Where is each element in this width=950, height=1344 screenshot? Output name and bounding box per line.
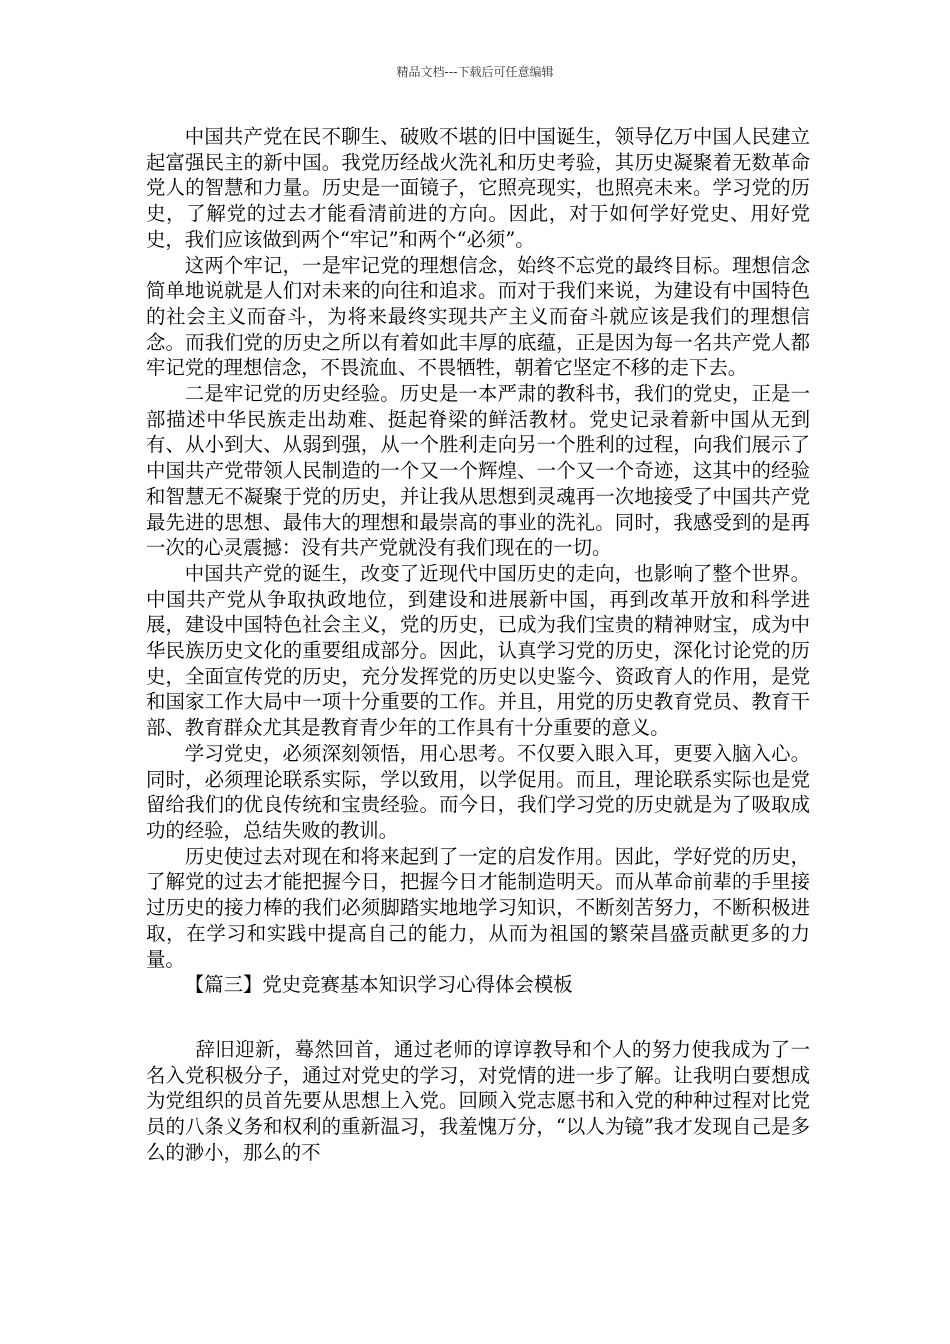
- paragraph-2: 这两个牢记，一是牢记党的理想信念，始终不忘党的最终目标。理想信念简单地说就是人们对未来的向往和追求。而对于我们来说，为建设有中国特色的社会主义而奋斗，为将来最终实现共产主义而奋斗就应该是我们的理想信念。而我们党的历史之所以有着如此丰厚的底蕴，正是因为每一名共产党人都牢记党的理想信念，不畏流血、不畏牺牲，朝着它坚定不移的走下去。: [146, 253, 810, 380]
- section-heading: 【篇三】党史竞赛基本知识学习心得体会模板: [184, 973, 573, 997]
- page-header: 精品文档---下载后可任意编辑: [396, 65, 554, 79]
- paragraph-4: 中国共产党的诞生，改变了近现代中国历史的走向，也影响了整个世界。中国共产党从争取执政地位，到建设和进展新中国，再到改革开放和科学进展，建设中国特色社会主义，党的历史，已成为我们宝贵的精神财宝，成为中华民族历史文化的重要组成部分。因此，认真学习党的历史，深化讨论党的历史，全面宣传党的历史，充分发挥党的历史以史鉴今、资政育人的作用，是党和国家工作大局中一项十分重要的工作。并且，用党的历史教育党员、教育干部、教育群众尤其是教育青少年的工作具有十分重要的意义。: [146, 561, 810, 740]
- paragraph-1: 中国共产党在民不聊生、破败不堪的旧中国诞生，领导亿万中国人民建立起富强民主的新中国。我党历经战火洗礼和历史考验，其历史凝聚着无数革命党人的智慧和力量。历史是一面镜子，它照亮现实，也照亮未来。学习党的历史，了解党的过去才能看清前进的方向。因此，对于如何学好党史、用好党史，我们应该做到两个“牢记”和两个“必须”。: [146, 125, 810, 251]
- section-gap: [146, 998, 810, 1037]
- section-paragraph-1: 辞旧迎新，蓦然回首，通过老师的谆谆教导和个人的努力使我成为了一名入党积极分子，通过对党史的学习，对党情的进一步了解。让我明白要想成为党组织的员首先要从思想上入党。回顾入党志愿书和入党的种种过程对比党员的八条义务和权利的重新温习，我羞愧万分，“以人为镜”我才发现自己是多么的渺小，那么的不: [146, 1037, 810, 1164]
- paragraph-3: 二是牢记党的历史经验。历史是一本严肃的教科书，我们的党史，正是一部描述中华民族走出劫难、挺起脊梁的鲜活教材。党史记录着新中国从无到有、从小到大、从弱到强，从一个胜利走向另一个胜利的过程，向我们展示了中国共产党带领人民制造的一个又一个辉煌、一个又一个奇迹，这其中的经验和智慧无不凝聚于党的历史，并让我从思想到灵魂再一次地接受了中国共产党最先进的思想、最伟大的理想和最崇高的事业的洗礼。同时，我感受到的是再一次的心灵震撼：没有共产党就没有我们现在的一切。: [146, 382, 810, 560]
- document-body: [146, 124, 810, 1165]
- paragraph-6: 历史使过去对现在和将来起到了一定的启发作用。因此，学好党的历史，了解党的过去才能把握今日，把握今日才能制造明天。而从革命前辈的手里接过历史的接力棒的我们必须脚踏实地地学习知识，不断刻苦努力，不断积极进取，在学习和实践中提高自己的能力，从而为祖国的繁荣昌盛贡献更多的力量。: [146, 844, 810, 971]
- paragraph-5: 学习党史，必须深刻领悟，用心思考。不仅要入眼入耳，更要入脑入心。同时，必须理论联系实际，学以致用，以学促用。而且，理论联系实际也是党留给我们的优良传统和宝贵经验。而今日，我们学习党的历史就是为了吸取成功的经验，总结失败的教训。: [146, 741, 810, 842]
